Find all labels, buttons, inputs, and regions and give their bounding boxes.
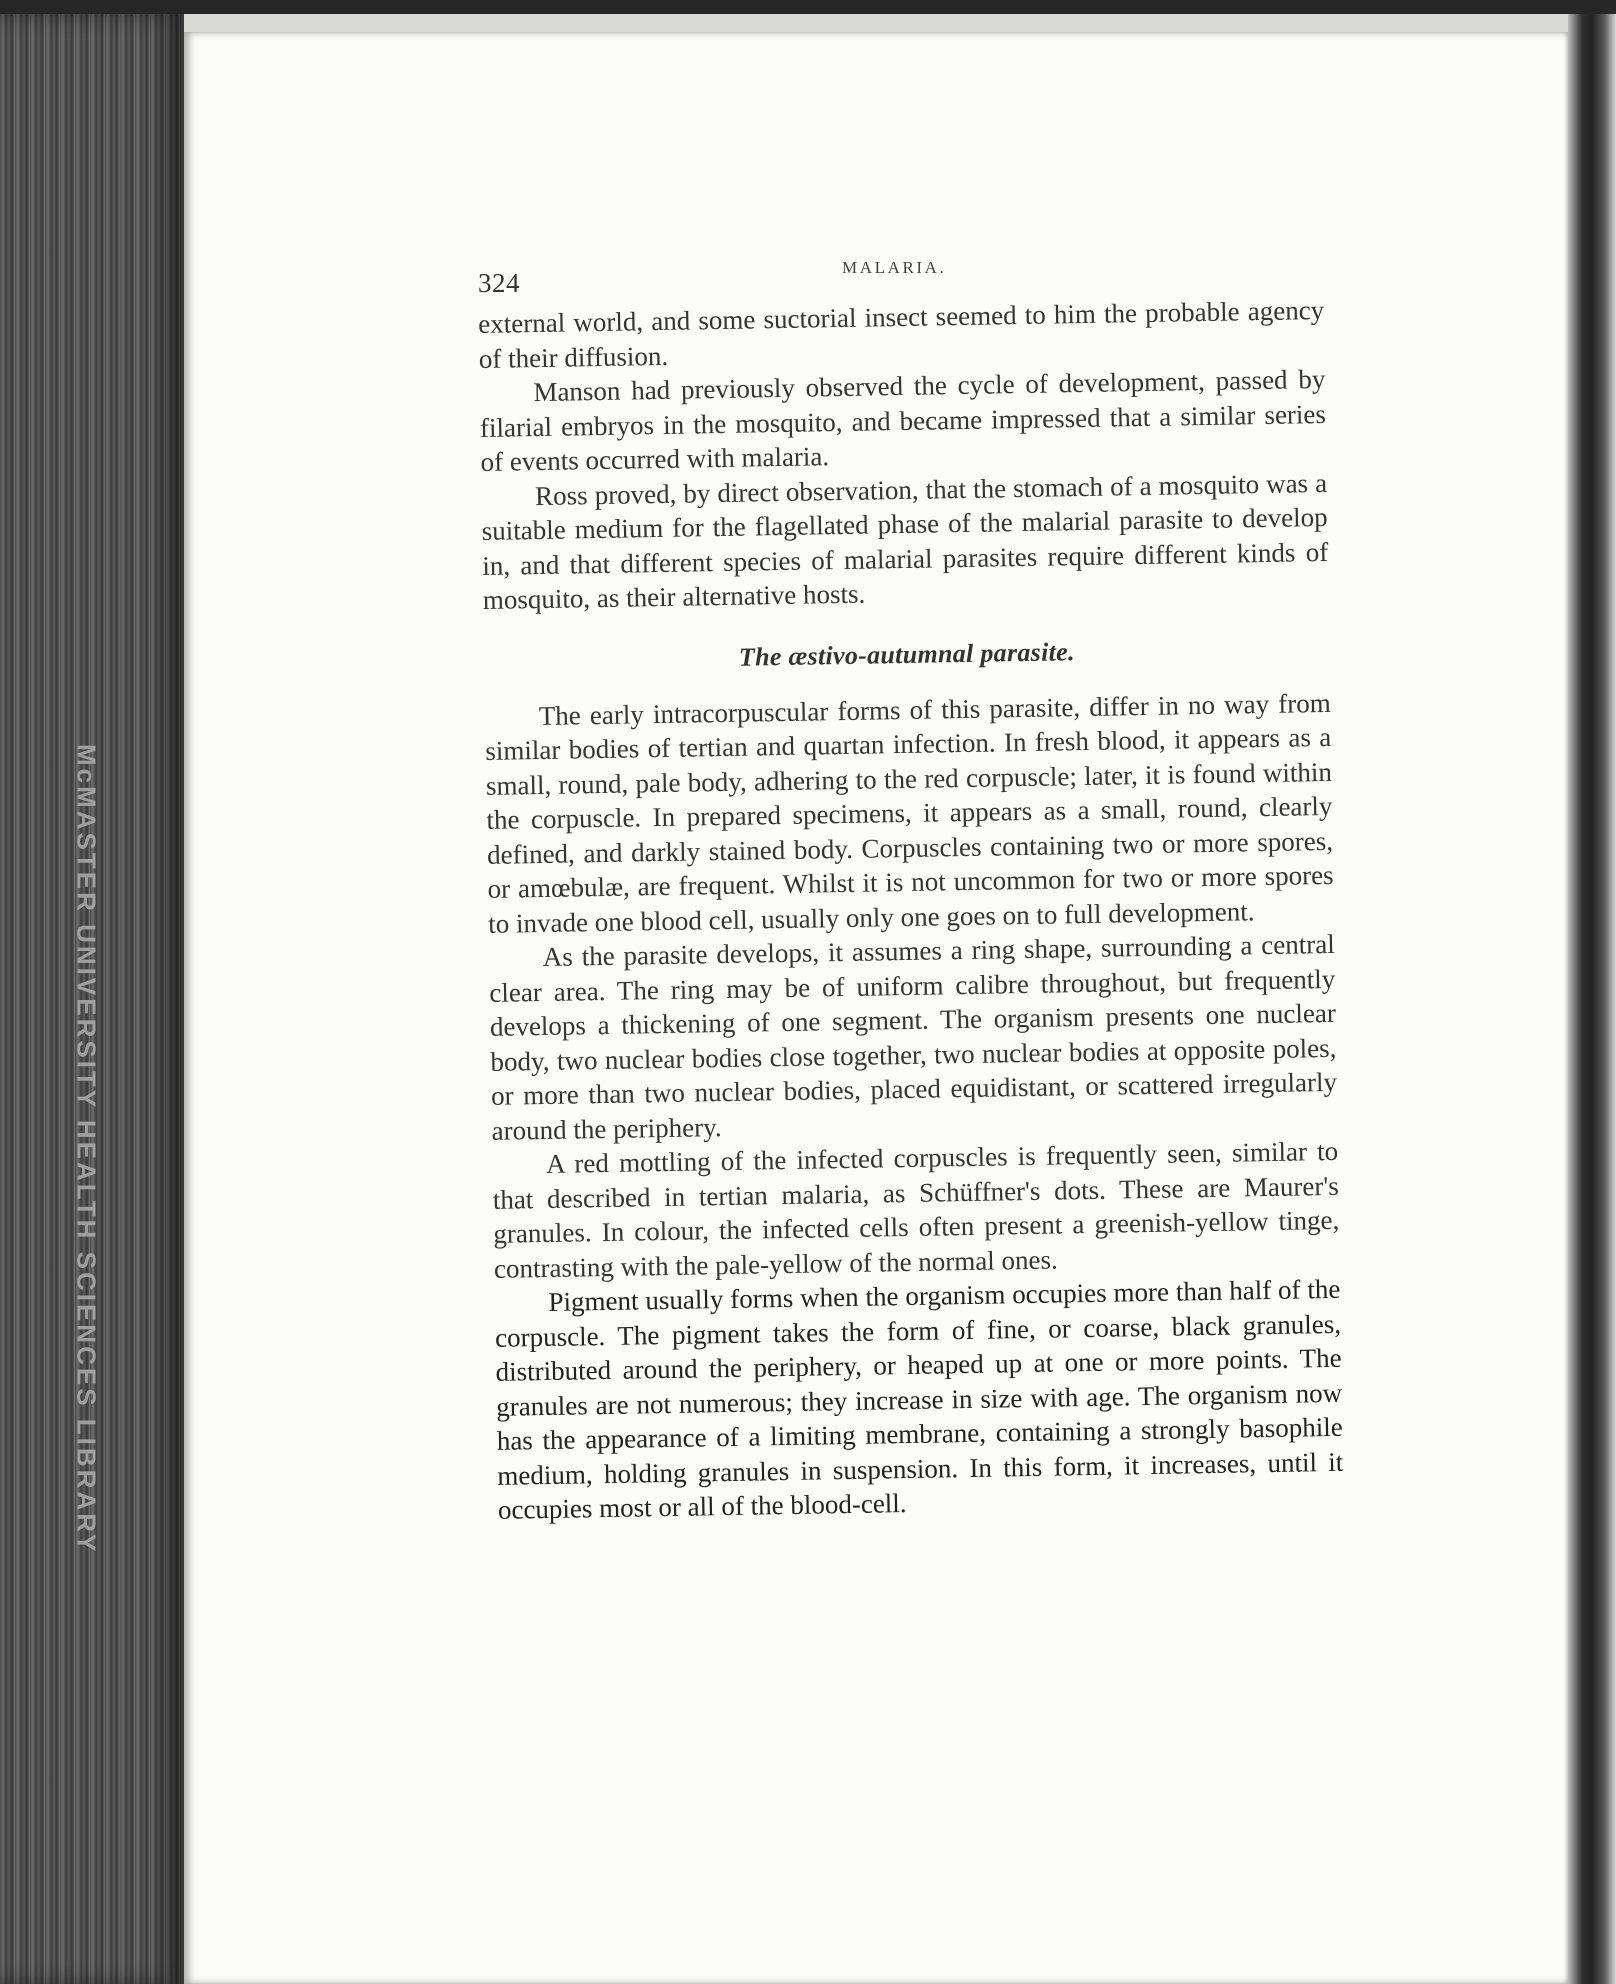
paragraph-early-forms: The early intracorpuscular forms of this parasite, differ in no way from similar bodies of tertian and quartan infection. In fresh blood, it appears as a small, round, pale body, adhering to the red corpuscle; later, it is found within the corpuscle. In prepared specimens, it appears as a small, round, clearly defined, and darkly stained body. Corpuscles containing two or more spores, or amœbulæ, are frequent. Whilst it is not uncommon for two or more spores to invade one blood cell, usually only one goes on to full development. bbox=[485, 687, 1334, 939]
paragraph-pigment: Pigment usually forms when the organism occupies more than half of the corpuscle. The pigment takes the form of fine, or coarse, black granules, distributed around the periphery, or heaped up at one or more points. The granules are not numerous; they increase in size with age. The organism now has the appearance of a limiting membrane, containing a strongly basophile medium, holding granules in suspension. In this form, it increases, until it occupies most or all of the blood-cell. bbox=[494, 1273, 1344, 1525]
paragraph-continuation: external world, and some suctorial insect seemed to him the probable agency of their diffusion. bbox=[478, 294, 1325, 374]
paragraph-ross: Ross proved, by direct observation, that the stomach of a mosquito was a suitable medium for the flagellated phase of the malarial parasite to develop in, and that different species of malarial parasites require different kinds of mosquito, as their alternative hosts. bbox=[481, 467, 1329, 615]
library-spine-label: McMASTER UNIVERSITY HEALTH SCIENCES LIBRARY bbox=[71, 744, 102, 1555]
paragraph-manson: Manson had previously observed the cycle of development, passed by filarial embryos in the mosquito, and became impressed that a similar series of events occurred with malaria. bbox=[479, 363, 1327, 477]
section-heading: The æstivo-autumnal parasite. bbox=[738, 636, 1075, 672]
paragraph-red-mottling: A red mottling of the infected corpuscles is frequently seen, similar to that described in tertian malaria, as Schüffner's dots. These are Maurer's granules. In colour, the infected cells often present a greenish-yellow tinge, contrasting with the pale-yellow of the normal ones. bbox=[492, 1135, 1340, 1284]
page-body bbox=[478, 293, 1344, 1527]
running-head: MALARIA. bbox=[842, 258, 947, 277]
book-page bbox=[184, 32, 1568, 1984]
book-page-edges bbox=[0, 14, 184, 1984]
right-book-edge bbox=[1568, 14, 1616, 1984]
scan-top-border bbox=[0, 0, 1616, 14]
paragraph-ring-shape: As the parasite develops, it assumes a ring shape, surrounding a central clear area. The ring may be of uniform calibre throughout, but frequently develops a thickening of one segment. The organism presents one nuclear body, two nuclear bodies close together, two nuclear bodies at opposite poles, or more than two nuclear bodies, placed equidistant, or scattered irregularly around the periphery. bbox=[489, 928, 1338, 1146]
page-number: 324 bbox=[478, 268, 520, 298]
